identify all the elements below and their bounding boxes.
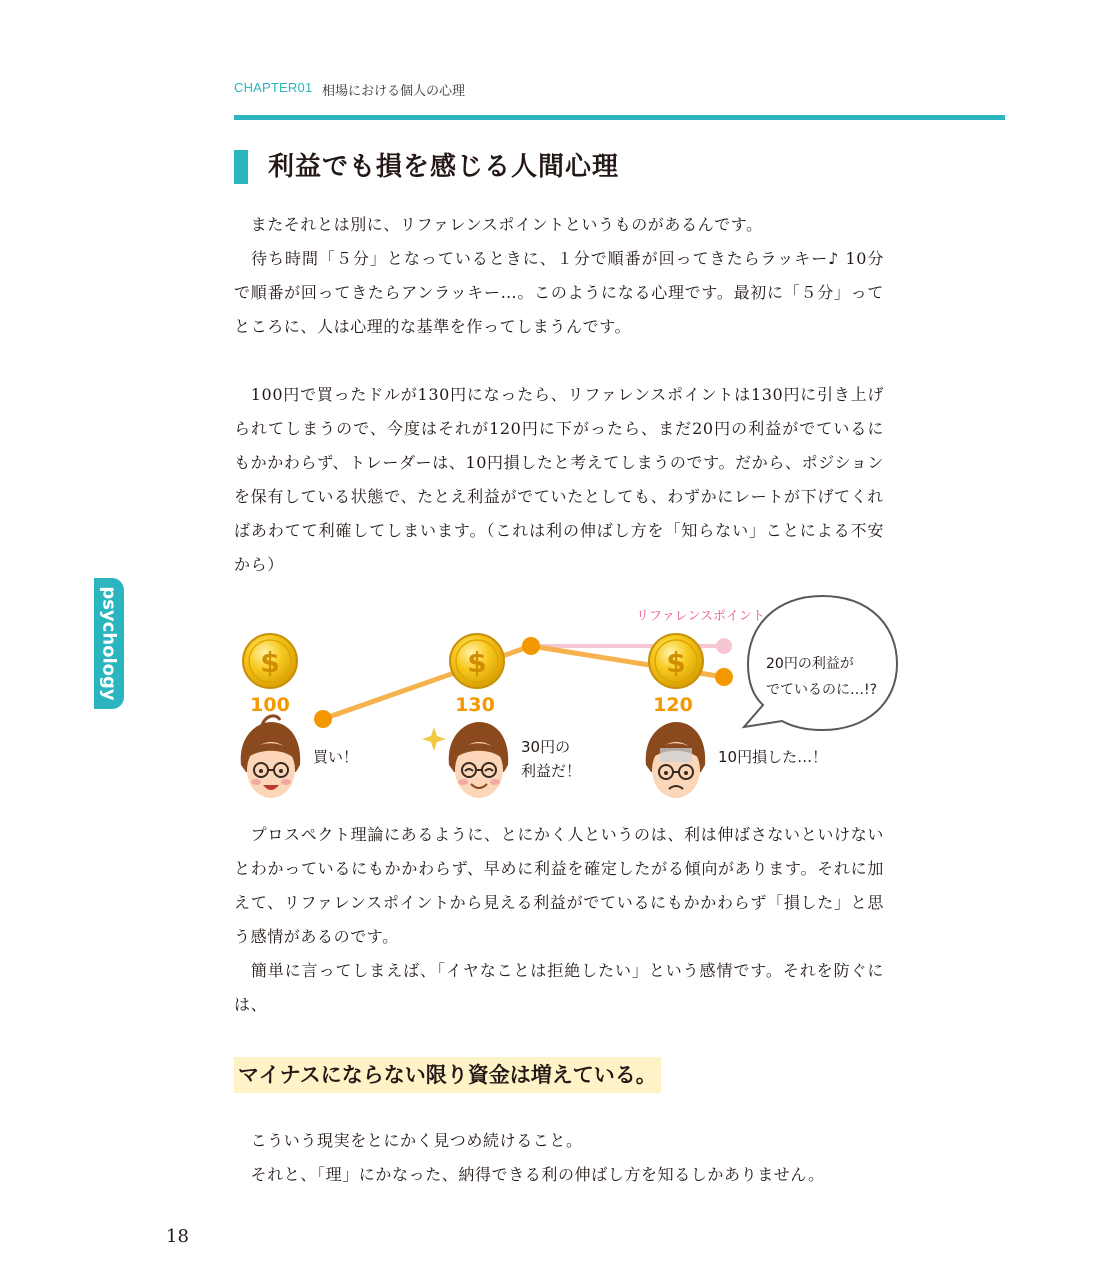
- sparkle-icon: [422, 727, 446, 751]
- coin-value-100: 100: [250, 694, 290, 716]
- paragraph-3: 100円で買ったドルが130円になったら、リファレンスポイントは130円に引き上げられてしまうので、今度はそれが120円に下がったら、まだ20円の利益がでているにもかかわらず、トレーダーは、10円損したと考えてしまうのです。だから、ポジションを保有している状態で、たとえ利益がでていたとしても、わずかにレートが下げてくればあわてて利確してしまいます。（これは利の伸ばし方を「知らない」ことによる不安から）: [234, 385, 884, 574]
- bubble-line-1: 20円の利益が: [766, 656, 854, 672]
- svg-text:$: $: [467, 646, 487, 679]
- caption-loss: 10円損した…！: [718, 748, 828, 766]
- paragraph-6: こういう現実をとにかく見つめ続けること。: [234, 1131, 583, 1150]
- bubble-line-2: でているのに…!?: [766, 682, 878, 698]
- svg-text:$: $: [260, 646, 280, 679]
- paragraph-4: プロスペクト理論にあるように、とにかく人というのは、利は伸ばさないといけないとわかっているにもかかわらず、早めに利益を確定したがる傾向があります。それに加えて、リファレンスポイントから見える利益がでているにもかかわらず「損した」と思う感情があるのです。: [234, 825, 884, 946]
- section-heading: 利益でも損を感じる人間心理: [268, 152, 620, 182]
- caption-profit-line2: 利益だ！: [521, 762, 582, 780]
- coin-value-120: 120: [653, 694, 693, 716]
- trader-face-worried-icon: [646, 722, 705, 798]
- reference-point-marker: [716, 638, 732, 654]
- dollar-coin-icon: [243, 634, 297, 688]
- highlight-statement: マイナスにならない限り資金は増えている。: [234, 1057, 661, 1093]
- dollar-coin-icon: [450, 634, 504, 688]
- reference-point-label: リファレンスポイント: [636, 609, 766, 624]
- chapter-title: 相場における個人の心理: [322, 83, 466, 98]
- paragraph-2: 待ち時間「５分」となっているときに、１分で順番が回ってきたらラッキー♪ 10分で順番が回ってきたらアンラッキー…。このようになる心理です。最初に「５分」ってところに、人は心理的な基準を作ってしまうんです。: [234, 249, 884, 336]
- paragraph-7: それと、「理」にかなった、納得できる利の伸ばし方を知るしかありません。: [234, 1165, 825, 1184]
- trader-face-delighted-icon: [449, 722, 508, 798]
- paragraph-1: またそれとは別に、リファレンスポイントというものがあるんです。: [234, 215, 763, 234]
- trader-face-happy-icon: [241, 716, 300, 798]
- side-tab-label: psychology: [98, 586, 120, 701]
- caption-profit-line1: 30円の: [521, 738, 571, 756]
- dollar-coin-icon: [649, 634, 703, 688]
- chapter-label: CHAPTER01: [234, 80, 313, 95]
- paragraph-5: 簡単に言ってしまえば、「イヤなことは拒絶したい」という感情です。それを防ぐには、: [234, 961, 884, 1014]
- price-point-buy: [314, 710, 332, 728]
- svg-text:$: $: [666, 646, 686, 679]
- caption-buy: 買い！: [313, 748, 359, 766]
- page-number: 18: [166, 1226, 189, 1247]
- coin-value-130: 130: [455, 694, 495, 716]
- price-point-current: [715, 668, 733, 686]
- price-point-peak: [522, 637, 540, 655]
